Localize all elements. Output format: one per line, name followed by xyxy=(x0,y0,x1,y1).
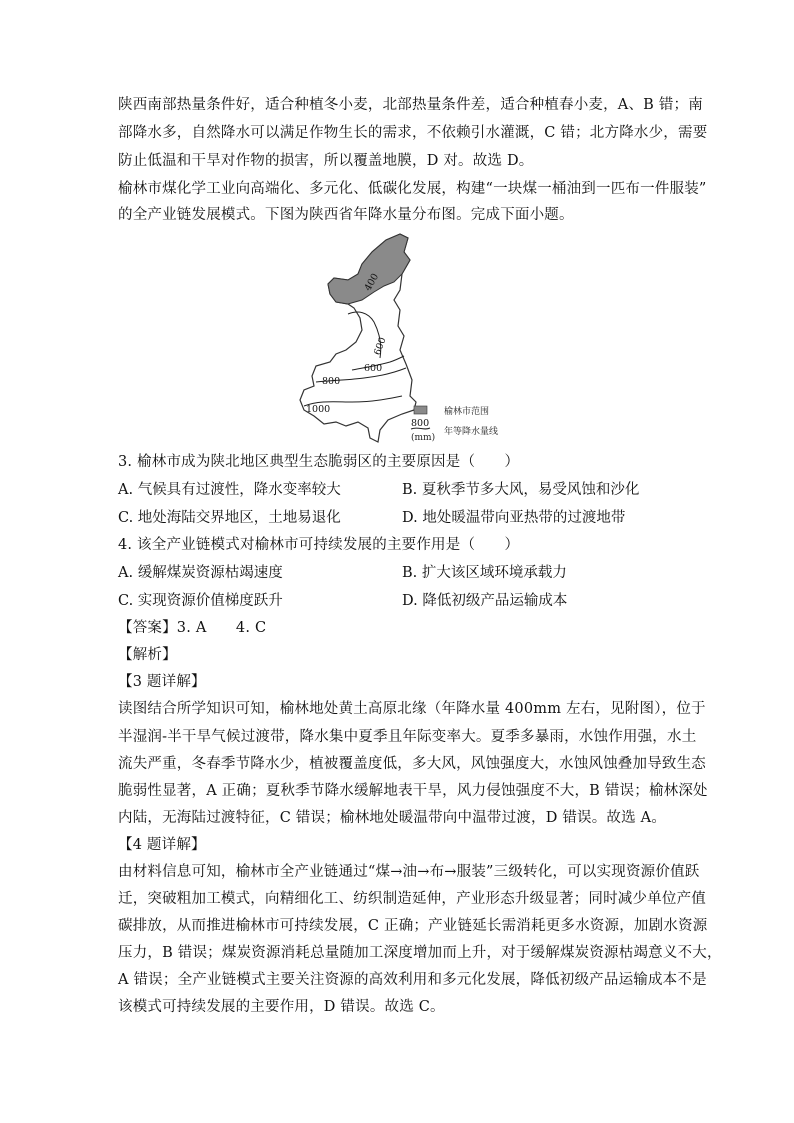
isoline-label-800: 800 xyxy=(322,376,341,387)
q4-detail-line-6: 该模式可持续发展的主要作用，D 错误。故选 C。 xyxy=(118,999,445,1015)
legend-line-value: 800 xyxy=(411,418,430,429)
legend-line-unit: (mm) xyxy=(411,433,436,443)
q3-option-d: D. 地处暖温带向亚热带的过渡地带 xyxy=(402,510,626,526)
legend-area-label: 榆林市范围 xyxy=(444,407,490,417)
isoline-label-600a: 600 xyxy=(372,335,389,357)
intro-line-3: 防止低温和干旱对作物的损害，所以覆盖地膜，D 对。故选 D。 xyxy=(118,153,534,169)
isoline-label-600b: 600 xyxy=(364,363,383,374)
isoline-label-1000: 1000 xyxy=(306,404,331,415)
intro-line-2: 部降水多，自然降水可以满足作物生长的需求，不依赖引水灌溉，C 错；北方降水少，需要 xyxy=(118,125,708,141)
q3-option-c: C. 地处海陆交界地区，土地易退化 xyxy=(118,510,341,526)
q4-detail-line-3: 碳排放，从而推进榆林市可持续发展，C 正确；产业链延长需消耗更多水资源，加剧水资源 xyxy=(118,918,708,934)
q4-detail-line-5: A 错误；全产业链模式主要关注资源的高效利用和多元化发展，降低初级产品运输成本不是 xyxy=(118,972,707,988)
q3-detail-line-3: 流失严重，冬春季节降水少，植被覆盖度低，多大风，风蚀强度大，水蚀风蚀叠加导致生态 xyxy=(118,756,706,772)
q4-detail-line-1: 由材料信息可知，榆林市全产业链通过“煤→油→布→服装”三级转化，可以实现资源价值跃 xyxy=(118,864,700,880)
material-line-2: 的全产业链发展模式。下图为陕西省年降水量分布图。完成下面小题。 xyxy=(118,207,574,223)
answer-line: 【答案】3. A 4. C xyxy=(118,620,267,636)
q3-detail-line-2: 半湿润-半干旱气候过渡带，降水集中夏季且年际变率大。夏季多暴雨，水蚀作用强，水土 xyxy=(118,729,697,745)
q4-detail-line-4: 压力，B 错误；煤炭资源消耗总量随加工深度增加而上升，对于缓解煤炭资源枯竭意义不大， xyxy=(118,945,722,961)
q4-detail-heading: 【4 题详解】 xyxy=(118,837,206,853)
isoline-label-400: 400 xyxy=(362,271,382,293)
q4-option-c: C. 实现资源价值梯度跃升 xyxy=(118,593,283,609)
q4-option-a: A. 缓解煤炭资源枯竭速度 xyxy=(118,565,283,581)
material-line-1: 榆林市煤化学工业向高端化、多元化、低碳化发展，构建“一块煤一桶油到一匹布一件服装” xyxy=(118,181,707,197)
q4-option-d: D. 降低初级产品运输成本 xyxy=(402,593,568,609)
legend-line-label: 年等降水量线 xyxy=(444,427,499,437)
q3-detail-line-1: 读图结合所学知识可知，榆林地处黄土高原北缘（年降水量 400mm 左右，见附图），位于 xyxy=(118,701,706,717)
q4-detail-line-2: 迁，突破粗加工模式，向精细化工、纺织制造延伸，产业形态升级显著；同时减少单位产值 xyxy=(118,891,706,907)
q3-detail-heading: 【3 题详解】 xyxy=(118,674,206,690)
shaanxi-precipitation-map xyxy=(290,230,520,450)
q3-detail-line-4: 脆弱性显著，A 正确；夏秋季节降水缓解地表干旱，风力侵蚀强度不大，B 错误；榆林深处 xyxy=(118,783,708,799)
q3-stem: 3. 榆林市成为陕北地区典型生态脆弱区的主要原因是（ ） xyxy=(118,454,520,470)
q3-option-b: B. 夏秋季节多大风，易受风蚀和沙化 xyxy=(402,482,640,498)
q4-option-b: B. 扩大该区域环境承载力 xyxy=(402,565,567,581)
analysis-heading: 【解析】 xyxy=(118,647,177,663)
q3-option-a: A. 气候具有过渡性，降水变率较大 xyxy=(118,482,341,498)
q4-stem: 4. 该全产业链模式对榆林市可持续发展的主要作用是（ ） xyxy=(118,537,520,553)
q3-detail-line-5: 内陆，无海陆过渡特征，C 错误；榆林地处暖温带向中温带过渡，D 错误。故选 A。 xyxy=(118,810,667,826)
intro-line-1: 陕西南部热量条件好，适合种植冬小麦，北部热量条件差，适合种植春小麦，A、B 错；南 xyxy=(118,97,703,113)
legend-area-swatch xyxy=(414,406,427,414)
